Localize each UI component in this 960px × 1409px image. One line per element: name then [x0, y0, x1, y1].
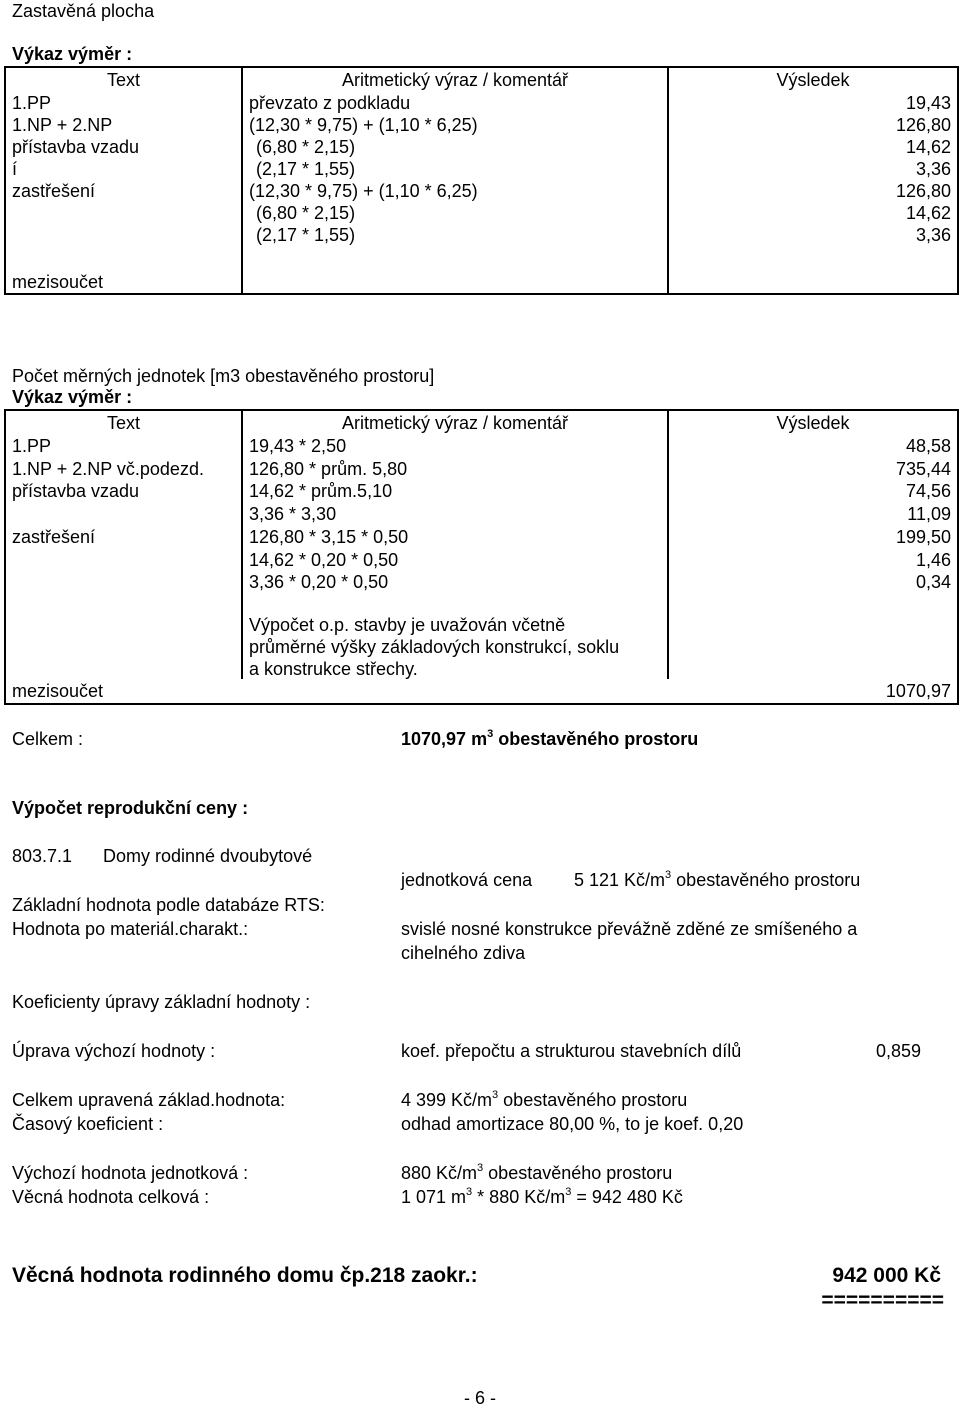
total-value-formula: 1 071 $m^3 * 880$ $Kč/m^3 = 942$ 480 Kč — [401, 1186, 683, 1207]
section2-note-line-1: Výpočet o.p. stavby je uvažován včetně — [249, 615, 566, 635]
adjust-value: 0,859 — [876, 1041, 922, 1061]
base-value-label: Základní hodnota podle databáze RTS: — [12, 895, 325, 915]
table-row-expression: 14,62 * prům.5,10 — [249, 481, 393, 502]
adjusted-base-label: Celkem upravená základ.hodnota: — [12, 1090, 286, 1110]
section1-header-result: Výsledek — [776, 70, 850, 90]
table-row-result: 126,80 — [895, 115, 951, 135]
section2-title: Počet měrných jednotek [m3 obestavěného prostoru] — [12, 366, 435, 386]
section2-note-line-2: průměrné výšky základových konstrukcí, soklu — [249, 637, 620, 657]
adjust-description: koef. přepočtu a strukturou stavebních dílů — [401, 1041, 742, 1061]
material-value-line-2: cihelného zdiva — [401, 943, 526, 963]
section1-title: Zastavěná plocha — [12, 1, 155, 21]
table-row-expression: (6,80 * 2,15) — [256, 137, 356, 157]
table-row-result: 126,80 — [895, 181, 951, 201]
table-row-expression: (12,30 * 9,75) + (1,10 * 6,25) — [249, 181, 478, 201]
time-coefficient-value: odhad amortizace 80,00 %, to je koef. 0,20 — [401, 1114, 744, 1134]
table-row-result: 11,09 — [907, 504, 951, 525]
celkem-value: 1070,97 $m^3$ obestavěného prostoru — [401, 728, 699, 749]
section1-subtotal-label: mezisoučet — [12, 272, 104, 292]
table-row-expression: (12,30 * 9,75) + (1,10 * 6,25) — [249, 115, 478, 135]
table-row-text: í — [12, 159, 18, 179]
section2-header-text: Text — [106, 413, 140, 433]
section2-header-expr: Aritmetický výraz / komentář — [341, 413, 569, 433]
section1-header-expr: Aritmetický výraz / komentář — [341, 70, 569, 90]
coefficients-label: Koeficienty úpravy základní hodnoty : — [12, 992, 311, 1012]
section2-header-result: Výsledek — [776, 413, 850, 433]
final-underline: ========== — [821, 1289, 944, 1312]
section2-vykaz-label: Výkaz výměr : — [12, 387, 133, 407]
table-row-result: 199,50 — [895, 526, 951, 547]
page-number: - 6 - — [463, 1388, 496, 1408]
section1-header-text: Text — [106, 70, 140, 90]
adjust-label: Úprava výchozí hodnoty : — [12, 1041, 216, 1061]
table-row-expression: 3,36 * 0,20 * 0,50 — [249, 572, 389, 593]
table-row-expression: 126,80 * prům. 5,80 — [249, 458, 408, 479]
section1-vykaz-label: Výkaz výměr : — [12, 44, 133, 64]
section2-subtotal-label: mezisoučet — [12, 681, 104, 701]
table-row-result: 19,43 — [905, 93, 951, 113]
table-row-expression: (6,80 * 2,15) — [256, 203, 356, 223]
table-row-text: 1.NP + 2.NP — [12, 115, 113, 135]
table-row-result: 735,44 — [895, 458, 951, 479]
table-row-result: 1,46 — [915, 549, 951, 570]
table-row-expression: (2,17 * 1,55) — [256, 225, 356, 245]
table-row-result: 48,58 — [905, 436, 951, 456]
final-label: Věcná hodnota rodinného domu čp.218 zaokr.: — [12, 1264, 478, 1287]
table-row-expression: 3,36 * 3,30 — [249, 504, 337, 525]
unit-price-label: jednotková cena — [401, 870, 533, 890]
table-row-result: 3,36 — [915, 225, 951, 245]
final-value: 942 000 Kč — [832, 1264, 941, 1287]
material-label: Hodnota po materiál.charakt.: — [12, 919, 249, 939]
table-row-text: zastřešení — [12, 181, 96, 201]
table-row-text: 1.PP — [12, 436, 52, 456]
table-row-text: přístavba vzadu — [12, 137, 140, 157]
celkem-label: Celkem : — [12, 729, 84, 749]
table-row-expression: (2,17 * 1,55) — [256, 159, 356, 179]
table-row-text: přístavba vzadu — [12, 481, 140, 502]
section2-note-line-3: a konstrukce střechy. — [249, 659, 418, 679]
material-value-line-1: svislé nosné konstrukce převážně zděné ze smíšeného a — [401, 919, 858, 939]
table-row-expression: převzato z podkladu — [249, 93, 411, 113]
unit-price-value: 5 121 $Kč/m^3$ obestavěného prostoru — [574, 869, 861, 890]
table-row-text: 1.NP + 2.NP vč.podezd. — [12, 458, 204, 479]
time-coefficient-label: Časový koeficient : — [12, 1114, 164, 1134]
adjusted-base-value: 4 399 $Kč/m^3$ obestavěného prostoru — [401, 1089, 688, 1110]
table-row-result: 0,34 — [915, 572, 951, 593]
category-code: 803.7.1 — [12, 846, 73, 866]
table-row-text: 1.PP — [12, 93, 52, 113]
unit-initial-label: Výchozí hodnota jednotková : — [12, 1163, 249, 1183]
reproduction-title: Výpočet reprodukční ceny : — [12, 798, 249, 818]
unit-initial-value: 880 $Kč/m^3$ obestavěného prostoru — [401, 1162, 673, 1183]
table-row-result: 14,62 — [905, 137, 951, 157]
total-value-label: Věcná hodnota celková : — [12, 1187, 210, 1207]
table-row-expression: 14,62 * 0,20 * 0,50 — [249, 549, 399, 570]
table-row-result: 14,62 — [905, 203, 951, 223]
table-row-expression: 126,80 * 3,15 * 0,50 — [249, 526, 409, 547]
table-row-expression: 19,43 * 2,50 — [249, 436, 347, 456]
category-name: Domy rodinné dvoubytové — [103, 846, 313, 866]
table-row-result: 74,56 — [905, 481, 951, 502]
section2-subtotal-value: 1070,97 — [885, 681, 951, 701]
table-row-text: zastřešení — [12, 526, 96, 547]
table-row-result: 3,36 — [915, 159, 951, 179]
